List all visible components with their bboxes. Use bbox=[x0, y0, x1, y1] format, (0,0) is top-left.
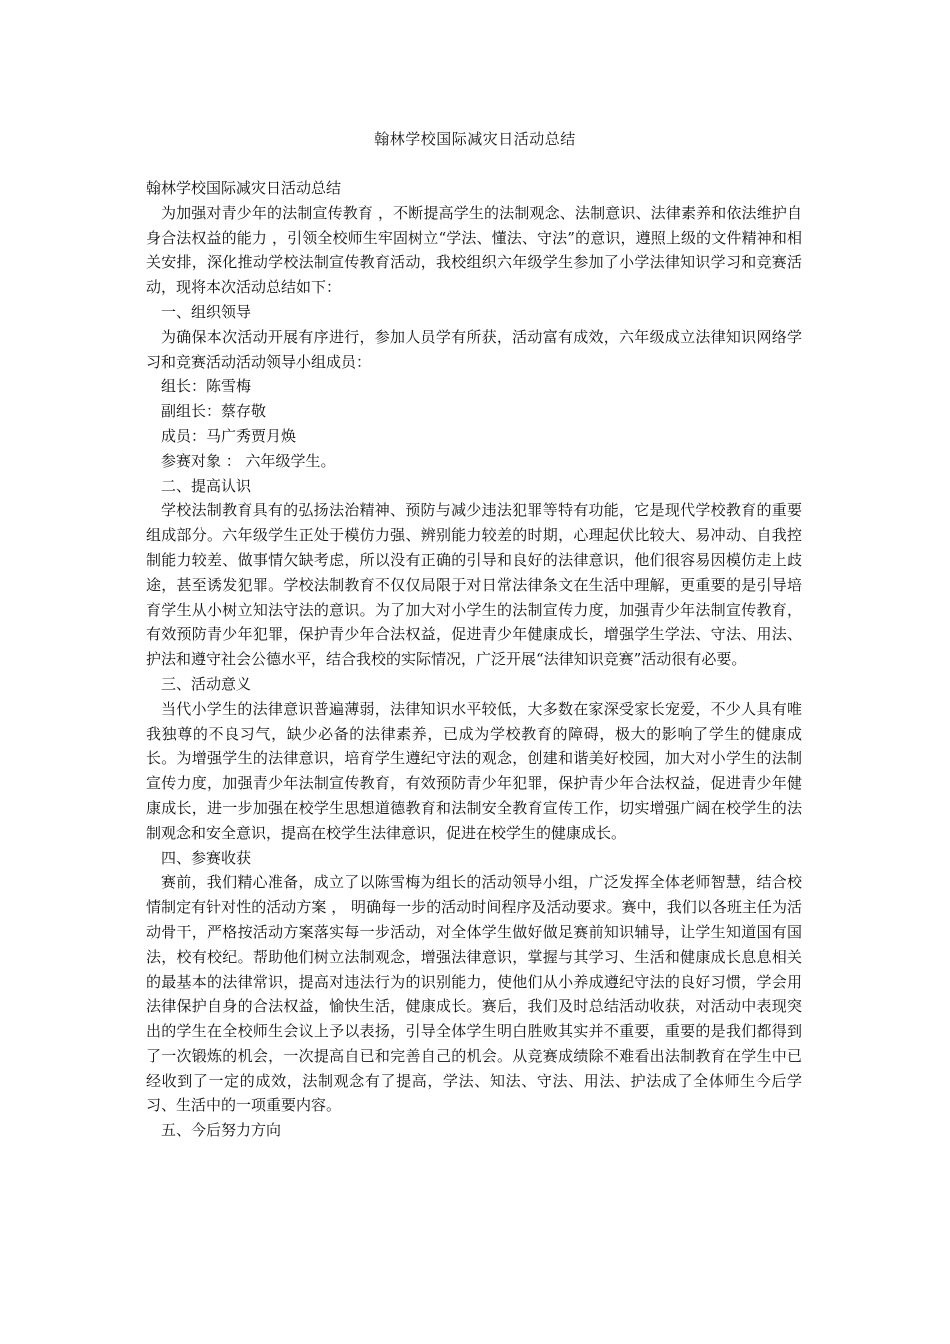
paragraph: 二、提高认识 bbox=[161, 476, 252, 495]
paragraph: 一、组织领导 bbox=[161, 302, 252, 321]
document-body bbox=[146, 176, 802, 1143]
paragraph: 成员：马广秀贾月焕 bbox=[161, 426, 297, 445]
paragraph: 副组长：蔡存敬 bbox=[161, 402, 267, 421]
paragraph: 赛前，我们精心准备，成立了以陈雪梅为组长的活动领导小组，广泛发挥全体老师智慧，结合校情制定有针对性的活动方案 ， 明确每一步的活动时间程序及活动要求。赛中，我们以各班主任为活动骨干，严格按活动方案落实每一步活动，对全体学生做好做足赛前知识辅导，让学生知道国有国法，校有校纪。帮助他们树立法制观念，增强法律意识，掌握与其学习、生活和健康成长息息相关的最基本的法律常识，提高对违法行为的识别能力，使他们从小养成遵纪守法的良好习惯，学会用法律保护自身的合法权益，愉快生活，健康成长。赛后，我们及时总结活动收获，对活动中表现突出的学生在全校师生会议上予以表扬，引导全体学生明白胜败其实并不重要，重要的是我们都得到了一次锻炼的机会，一次提高自已和完善自己的机会。从竞赛成绩除不难看出法制教育在学生中已经收到了一定的成效，法制观念有了提高，学法、知法、守法、用法、护法成了全体师生今后学习、生活中的一项重要内容。 bbox=[146, 873, 802, 1115]
paragraph: 翰林学校国际减灾日活动总结 bbox=[146, 179, 342, 197]
paragraph: 组长：陈雪梅 bbox=[161, 377, 252, 396]
paragraph: 为加强对青少年的法制宣传教育 ，不断提高学生的法制观念、法制意识、法律素养和依法维护自身合法权益的能力 ，引领全校师生牢固树立“学法、懂法、守法”的意识，遵照上级的文件精神和相关安排，深化推动学校法制宣传教育活动，我校组织六年级学生参加了小学法律知识学习和竞赛活动，现将本次活动总结如下： bbox=[146, 203, 802, 297]
paragraph: 参赛对象 ： 六年级学生。 bbox=[161, 451, 336, 470]
paragraph: 四、参赛收获 bbox=[161, 848, 252, 867]
document-title: 翰林学校国际减灾日活动总结 bbox=[374, 130, 576, 148]
paragraph: 当代小学生的法律意识普遍薄弱，法律知识水平较低，大多数在家深受家长宠爱，不少人具有唯我独尊的不良习气，缺少必备的法律素养，已成为学校教育的障碍，极大的影响了学生的健康成长。为增强学生的法律意识，培育学生遵纪守法的观念，创建和谐美好校园，加大对小学生的法制宣传力度，加强青少年法制宣传教育，有效预防青少年犯罪，保护青少年合法权益，促进青少年健康成长，进一步加强在校学生思想道德教育和法制安全教育宣传工作，切实增强广阔在校学生的法制观念和安全意识，提高在校学生法律意识，促进在校学生的健康成长。 bbox=[146, 699, 802, 842]
paragraph: 三、活动意义 bbox=[161, 674, 252, 693]
paragraph: 五、今后努力方向 bbox=[161, 1121, 282, 1140]
paragraph: 为确保本次活动开展有序进行，参加人员学有所获，活动富有成效，六年级成立法律知识网络学习和竞赛活动活动领导小组成员： bbox=[146, 327, 802, 371]
paragraph: 学校法制教育具有的弘扬法治精神、预防与减少违法犯罪等特有功能，它是现代学校教育的重要组成部分。六年级学生正处于模仿力强、辨别能力较差的时期，心理起伏比较大、易冲动、自我控制能力较差、做事情欠缺考虑，所以没有正确的引导和良好的法律意识，他们很容易因模仿走上歧途，甚至诱发犯罪。学校法制教育不仅仅局限于对日常法律条文在生活中理解，更重要的是引导培育学生从小树立知法守法的意识。为了加大对小学生的法制宣传力度，加强青少年法制宣传教育，有效预防青少年犯罪，保护青少年合法权益，促进青少年健康成长，增强学生学法、守法、用法、护法和遵守社会公德水平，结合我校的实际情况，广泛开展“法律知识竞赛”活动很有必要。 bbox=[146, 501, 802, 669]
